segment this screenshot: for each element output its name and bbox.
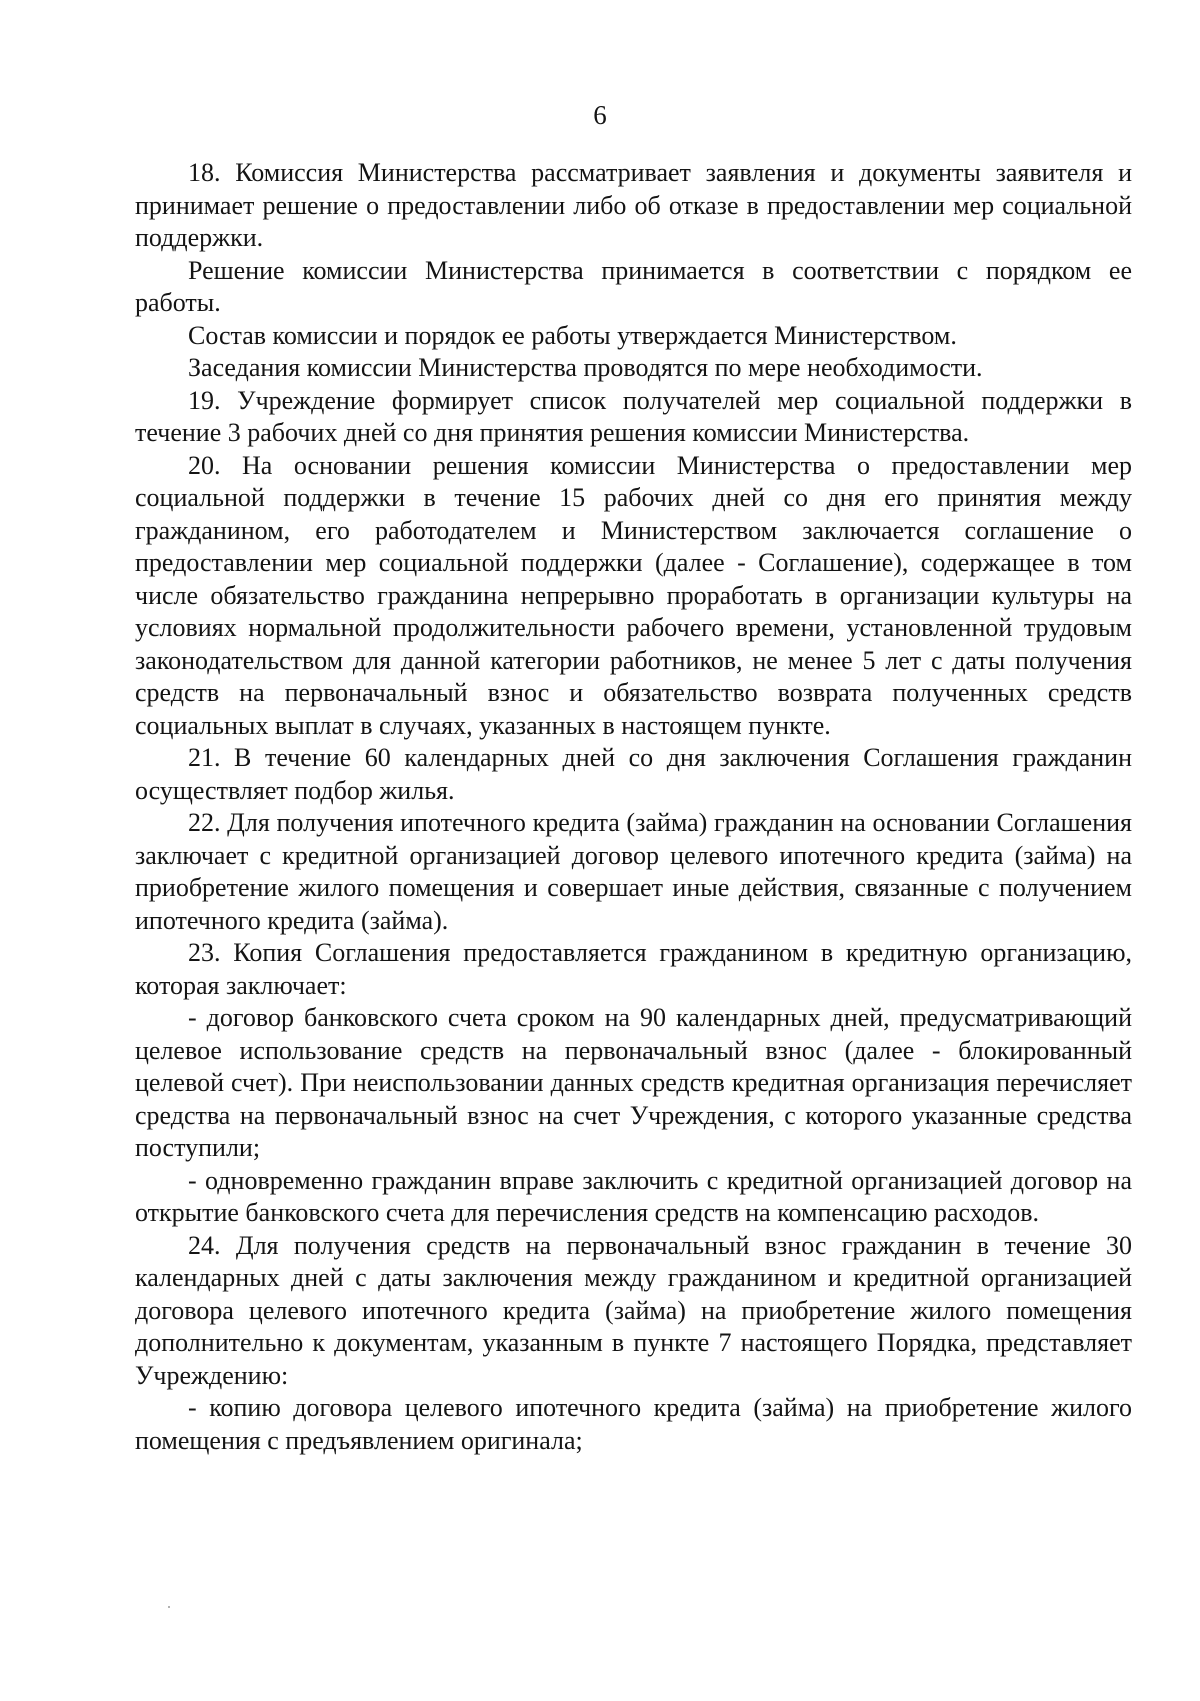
- paragraph-19: 19. Учреждение формирует список получателей мер социальной поддержки в течение 3 рабочих дней со дня принятия решения комиссии Министерства.: [135, 385, 1132, 447]
- paragraph-commission-decision: Решение комиссии Министерства принимается в соответствии с порядком ее работы.: [135, 255, 1132, 317]
- paragraph-commission-meetings: Заседания комиссии Министерства проводятся по мере необходимости.: [188, 353, 983, 382]
- document-body: [135, 157, 1132, 1457]
- paragraph-22: 22. Для получения ипотечного кредита (займа) гражданин на основании Соглашения заключает с кредитной организацией договор целевого ипотечного кредита (займа) на приобретение жилого помещения и совершает иные действия, связанные с получением ипотечного кредита (займа).: [135, 808, 1132, 935]
- paragraph-commission-composition: Состав комиссии и порядок ее работы утверждается Министерством.: [188, 320, 957, 350]
- page-number: 6: [593, 100, 607, 130]
- scan-speck: [168, 1606, 170, 1608]
- list-item-mortgage-copy: - копию договора целевого ипотечного кредита (займа) на приобретение жилого помещения с предъявлением оригинала;: [135, 1393, 1132, 1455]
- list-item-bank-account: - договор банковского счета сроком на 90 календарных дней, предусматривающий целевое использование средств на первоначальный взнос (далее - блокированный целевой счет). При неиспользовании данных средств кредитная организация перечисляет средства на первоначальный взнос на счет Учреждения, с которого указанные средства поступили;: [135, 1003, 1132, 1162]
- list-item-compensation-account: - одновременно гражданин вправе заключить с кредитной организацией договор на открытие банковского счета для перечисления средств на компенсацию расходов.: [135, 1165, 1132, 1227]
- paragraph-24: 24. Для получения средств на первоначальный взнос гражданин в течение 30 календарных дней с даты заключения между гражданином и кредитной организацией договора целевого ипотечного кредита (займа) на приобретение жилого помещения дополнительно к документам, указанным в пункте 7 настоящего Порядка, представляет Учреждению:: [135, 1230, 1132, 1390]
- paragraph-21: 21. В течение 60 календарных дней со дня заключения Соглашения гражданин осуществляет подбор жилья.: [135, 743, 1132, 805]
- paragraph-20: 20. На основании решения комиссии Министерства о предоставлении мер социальной поддержки в течение 15 рабочих дней со дня его принятия между гражданином, его работодателем и Министерством заключается соглашение о предоставлении мер социальной поддержки (далее - Соглашение), содержащее в том числе обязательство гражданина непрерывно проработать в организации культуры на условиях нормальной продолжительности рабочего времени, установленной трудовым законодательством для данной категории работников, не менее 5 лет с даты получения средств на первоначальный взнос и обязательство возврата полученных средств социальных выплат в случаях, указанных в настоящем пункте.: [135, 450, 1132, 740]
- paragraph-18: 18. Комиссия Министерства рассматривает заявления и документы заявителя и принимает решение о предоставлении либо об отказе в предоставлении мер социальной поддержки.: [135, 158, 1132, 252]
- paragraph-23: 23. Копия Соглашения предоставляется гражданином в кредитную организацию, которая заключает:: [135, 938, 1132, 1000]
